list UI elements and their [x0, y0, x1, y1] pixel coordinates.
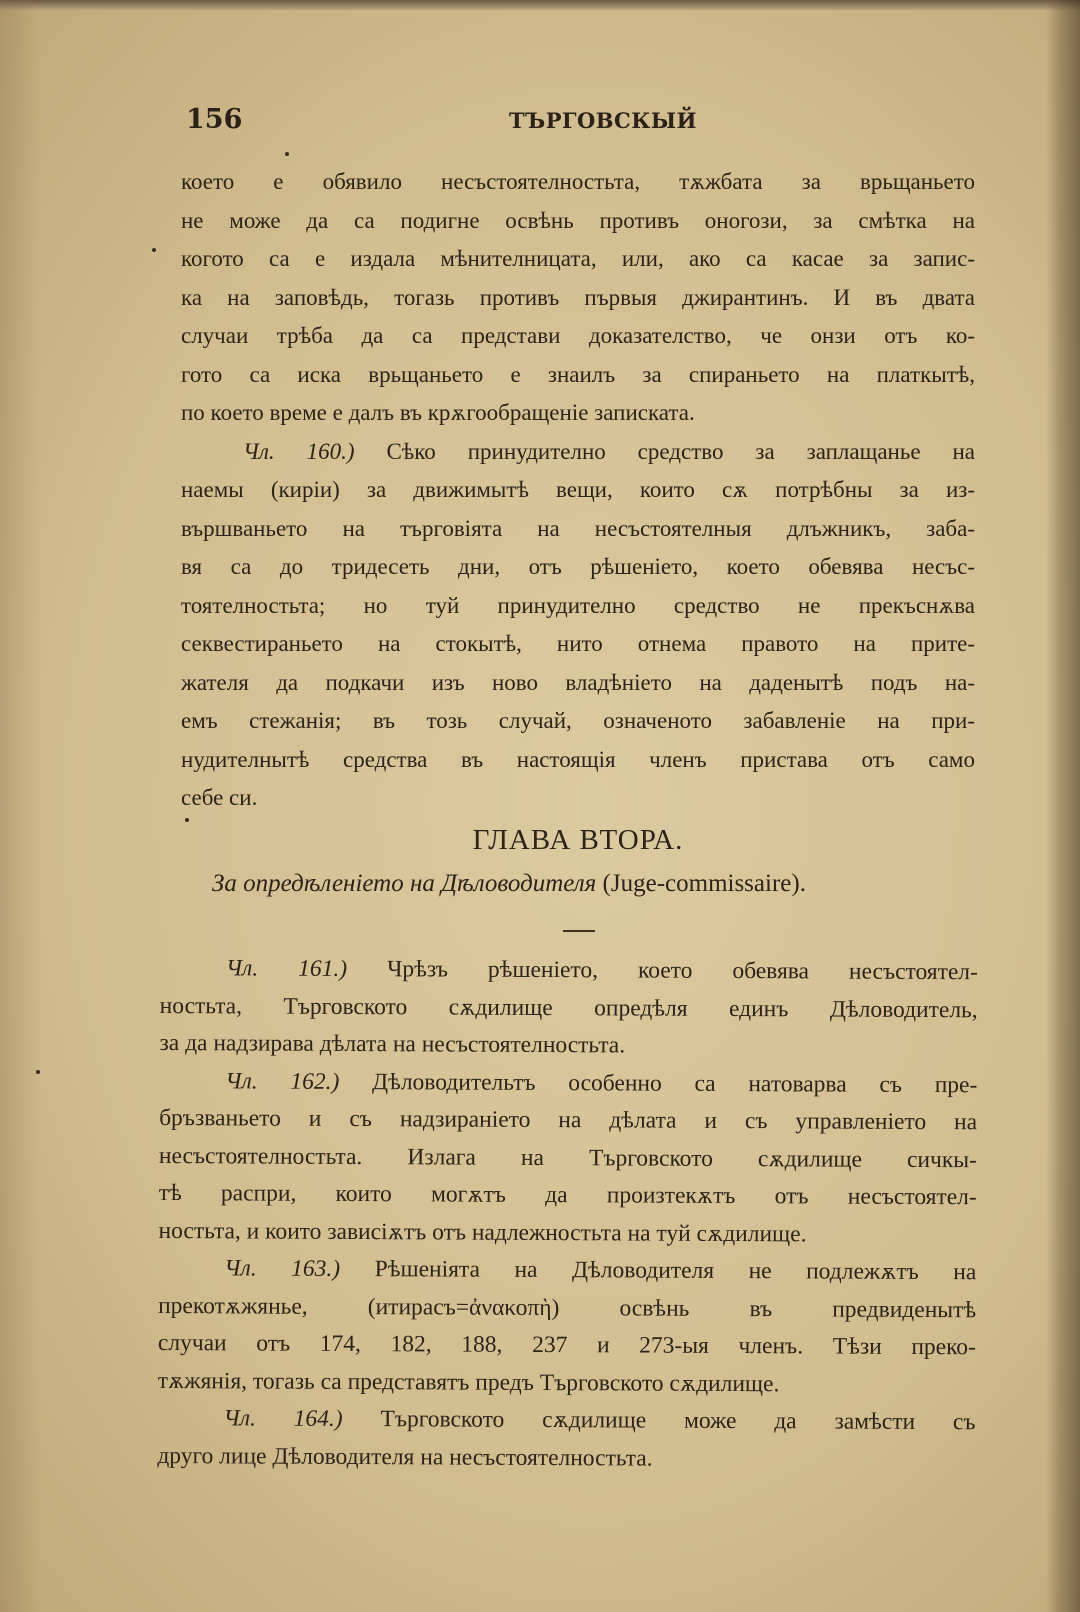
- text-line: когото са е издала мѣнителницата, или, ако са касае за запис-: [181, 246, 975, 271]
- page-number: 156: [186, 104, 243, 135]
- text-line: друго лице Дѣловодителя на несъстоятелностьта.: [157, 1442, 653, 1472]
- page-left-shade: [0, 0, 40, 1612]
- text-line: не може да са подигне освѣнь противъ оногози, за смѣтка на: [181, 207, 975, 233]
- text-line: наемы (киріи) за движимытѣ вещи, които сѫ потрѣбны за из-: [181, 477, 975, 502]
- article-161-label: Чл. 161.): [225, 955, 348, 982]
- text-line: тѣ распри, които могѫтъ да произтекѫтъ отъ несъстоятел-: [158, 1179, 977, 1211]
- text-line: секвестираньето на стокытѣ, нито отнема правото на прите-: [181, 631, 975, 656]
- chapter-subtitle-french: (Juge-commissaire).: [602, 870, 806, 897]
- text-fragment: Сѣко принудително средство за заплащанье на: [386, 438, 976, 464]
- chapter-subtitle-italic: За опредѣленіето на Дѣловодителя: [212, 870, 597, 897]
- section-dash: [563, 930, 595, 932]
- text-line: емъ стежанія; въ тозь случай, означеното забавленіе на при-: [181, 708, 975, 733]
- text-line: гото са иска врьщаньето е знаилъ за спираньето на платкытѣ,: [181, 361, 975, 387]
- article-160-line: [181, 433, 975, 472]
- text-line: нудителнытѣ средства въ настоящія членъ пристава отъ само: [181, 746, 975, 772]
- page-binding-shadow: [1046, 0, 1080, 1612]
- running-head: ТЪРГОВСКЫЙ: [509, 108, 697, 133]
- text-fragment: Дѣловодительтъ особенно са натоварва съ пре-: [371, 1068, 978, 1098]
- article-163-label: Чл. 163.): [224, 1255, 341, 1282]
- page-header: [186, 104, 976, 144]
- ink-speck: [152, 248, 156, 252]
- ink-speck: [36, 1070, 40, 1074]
- text-line: за да надзирава дѣлата на несъстоятелностьта.: [159, 1029, 626, 1059]
- text-line: несъстоятелностьта. Излага на Търговското сѫдилище сичкы-: [158, 1142, 977, 1173]
- text-line: ностьта, Търговското сѫдилище опредѣля единъ Дѣловодитель,: [159, 992, 978, 1023]
- text-line: ностьта, и които зависіѫтъ отъ надлежностьта на туй сѫдилище.: [158, 1217, 807, 1247]
- article-162-label: Чл. 162.): [225, 1067, 340, 1095]
- ink-speck: [285, 152, 289, 156]
- article-163-line: [158, 1250, 976, 1292]
- article-164-line: [157, 1400, 975, 1442]
- text-line: прекотѫжянье, (итирасъ=ἀνακοπὴ) освѣнь въ предвиденытѣ: [158, 1292, 977, 1323]
- article-160-label: Чл. 160.): [243, 438, 355, 464]
- text-line: тоятелностьта; но туй принудително средство не прекъснѫва: [181, 592, 975, 618]
- body-text-bottom: [157, 950, 978, 1479]
- text-fragment: Търговското сѫдилище може да замѣсти съ: [380, 1406, 976, 1436]
- text-fragment: Чрѣзъ рѣшеніето, което обевява несъстоятел-: [387, 956, 978, 986]
- text-line: вя са до тридесеть дни, отъ рѣшеніето, което обевява несъс-: [181, 554, 975, 579]
- text-line: себе си.: [181, 785, 258, 810]
- article-162-line: [159, 1062, 977, 1104]
- ink-speck: [185, 818, 189, 822]
- text-line: жателя да подкачи изъ ново владѣніето на даденытѣ подъ на-: [181, 669, 975, 695]
- text-line: случаи отъ 174, 182, 188, 237 и 273-ыя членъ. Тѣзи преко-: [157, 1329, 976, 1361]
- body-text-top: [181, 163, 975, 818]
- article-161-line: [160, 950, 978, 992]
- text-line: бръзваньето и съ надзираніето на дѣлата и съ управленіето на: [159, 1104, 978, 1136]
- text-fragment: Рѣшеніята на Дѣловодителя не подлежѫтъ на: [374, 1256, 977, 1286]
- chapter-title: ГЛАВА ВТОРА.: [472, 824, 684, 856]
- text-line: ка на заповѣдь, тогазь противъ първыя джирантинъ. И въ двата: [181, 284, 975, 310]
- text-line: по което време е далъ въ крѫгообращеніе записката.: [181, 400, 695, 425]
- chapter-subtitle: [212, 870, 982, 898]
- page-top-edge: [0, 0, 1080, 10]
- article-164-label: Чл. 164.): [223, 1405, 343, 1432]
- text-line: случаи трѣба да са представи доказателство, че онзи отъ ко-: [181, 323, 975, 348]
- text-line: вършваньето на търговіята на несъстоятелныя длъжникъ, заба-: [181, 515, 975, 541]
- text-line: тѫжянія, тогазь са представятъ предъ Търговското сѫдилище.: [157, 1367, 780, 1397]
- text-line: което е обявило несъстоятелностьта, тѫжбата за врьщаньето: [181, 169, 975, 194]
